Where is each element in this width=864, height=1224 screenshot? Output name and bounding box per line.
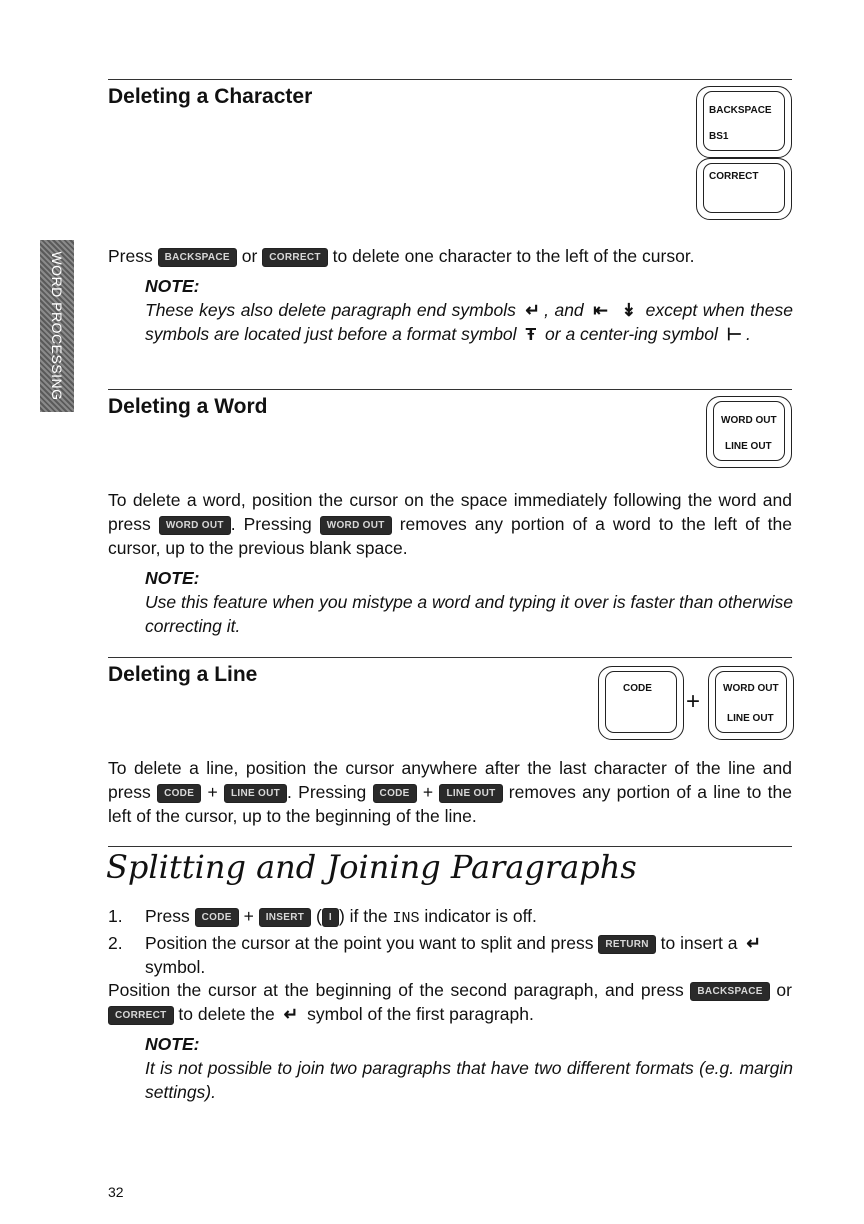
section-rule: [108, 79, 792, 80]
section-heading-line: Deleting a Line: [108, 663, 258, 686]
note: [145, 566, 793, 638]
text: symbol of the first paragraph.: [307, 1004, 534, 1024]
text: +: [207, 782, 218, 802]
text: +: [243, 906, 254, 926]
key-label: CODE: [623, 683, 652, 694]
line-out-key: LINE OUT: [224, 784, 287, 803]
correct-key: CORRECT: [108, 1006, 174, 1025]
side-tab: [40, 240, 74, 412]
paragraph: [108, 488, 792, 560]
i-key: I: [322, 908, 339, 927]
key-label: LINE OUT: [725, 441, 772, 452]
text: to delete one character to the left of the cursor.: [332, 246, 695, 266]
text: These keys also delete paragraph end symbols: [145, 300, 516, 320]
text: ): [338, 906, 345, 926]
section-heading-split-join: Splitting and Joining Paragraphs: [106, 848, 637, 886]
key-label: CORRECT: [709, 171, 759, 182]
word-out-key: WORD OUT: [159, 516, 231, 535]
text: To delete a word, position the cursor on the space immediately following the word and press: [108, 490, 792, 534]
text: except when these symbols are located just before a format symbol: [145, 300, 793, 344]
paragraph: [108, 756, 792, 828]
word-out-key: WORD OUT: [320, 516, 392, 535]
section-rule: [108, 657, 792, 658]
note-text: [145, 298, 793, 346]
note-title: NOTE:: [145, 568, 200, 588]
steps-list: [108, 904, 792, 979]
text: to insert a: [660, 933, 738, 953]
key-label: WORD OUT: [721, 415, 777, 426]
soft-return-symbol-icon: ⇤: [593, 300, 608, 320]
plus-sign: +: [686, 688, 701, 715]
page-break-symbol-icon: ↡: [621, 300, 637, 320]
text: indicator is off.: [424, 906, 537, 926]
text: .: [745, 324, 751, 344]
line-out-key: LINE OUT: [439, 784, 502, 803]
format-symbol-icon: Ŧ: [525, 324, 537, 344]
text: if the: [349, 906, 388, 926]
return-key: RETURN: [598, 935, 655, 954]
step-number: 1.: [108, 906, 123, 926]
backspace-key-icon: [696, 86, 792, 158]
text: (: [316, 906, 322, 926]
text: To delete a line, position the cursor anywhere after the last character of the line and press: [108, 758, 792, 802]
text: +: [422, 782, 434, 802]
note-title: NOTE:: [145, 1034, 200, 1054]
code-key: CODE: [157, 784, 201, 803]
text: or: [776, 980, 792, 1000]
return-symbol-icon: ↵: [525, 300, 541, 320]
section-rule: [108, 389, 792, 390]
page-number: 32: [108, 1184, 124, 1200]
backspace-key: BACKSPACE: [158, 248, 237, 267]
return-symbol-icon: ↵: [746, 933, 762, 953]
text: symbol.: [145, 957, 206, 977]
code-key-icon: [598, 666, 684, 740]
text: Position the cursor at the beginning of the second paragraph, and press: [108, 980, 684, 1000]
code-key: CODE: [195, 908, 239, 927]
text: Press: [145, 906, 190, 926]
side-tab-label: WORD PROCESSING: [49, 251, 65, 401]
paragraph: [108, 978, 792, 1026]
text: removes any portion of a line to the left of the cursor, up to the beginning of the line.: [108, 782, 792, 826]
text: to delete the: [178, 1004, 275, 1024]
note: [145, 274, 793, 346]
center-symbol-icon: ⊢: [726, 324, 742, 344]
note-text: It is not possible to join two paragraphs that have two different formats (e.g. margin settings).: [145, 1058, 793, 1102]
list-item: [108, 904, 792, 931]
paragraph: [108, 244, 798, 268]
text: . Pressing: [230, 514, 312, 534]
text: removes any portion of a word to the left of the cursor, up to the previous blank space.: [108, 514, 792, 558]
key-label: WORD OUT: [723, 683, 779, 694]
insert-key: INSERT: [259, 908, 311, 927]
section-heading-character: Deleting a Character: [108, 85, 313, 108]
text: . Pressing: [287, 782, 367, 802]
step-number: 2.: [108, 933, 123, 953]
text: Position the cursor at the point you want to split and press: [145, 933, 594, 953]
ins-indicator: INS: [392, 910, 420, 927]
key-label: BS1: [709, 131, 729, 142]
note: [145, 1032, 793, 1104]
text: Press: [108, 246, 153, 266]
word-out-key-icon: [706, 396, 792, 468]
text: or: [241, 246, 258, 266]
backspace-key: BACKSPACE: [690, 982, 769, 1001]
correct-key: CORRECT: [262, 248, 328, 267]
correct-key-icon: [696, 158, 792, 220]
note-text: Use this feature when you mistype a word and typing it over is faster than otherwise correcting it.: [145, 592, 793, 636]
note-title: NOTE:: [145, 276, 200, 296]
text: , and: [544, 300, 584, 320]
key-label: BACKSPACE: [709, 105, 772, 116]
line-out-key-icon: [708, 666, 794, 740]
key-label: LINE OUT: [727, 713, 774, 724]
text: or a center-ing symbol: [545, 324, 718, 344]
list-item: [108, 931, 792, 979]
code-key: CODE: [373, 784, 417, 803]
section-rule: [108, 846, 792, 847]
return-symbol-icon: ↵: [283, 1004, 299, 1024]
section-heading-word: Deleting a Word: [108, 395, 268, 418]
